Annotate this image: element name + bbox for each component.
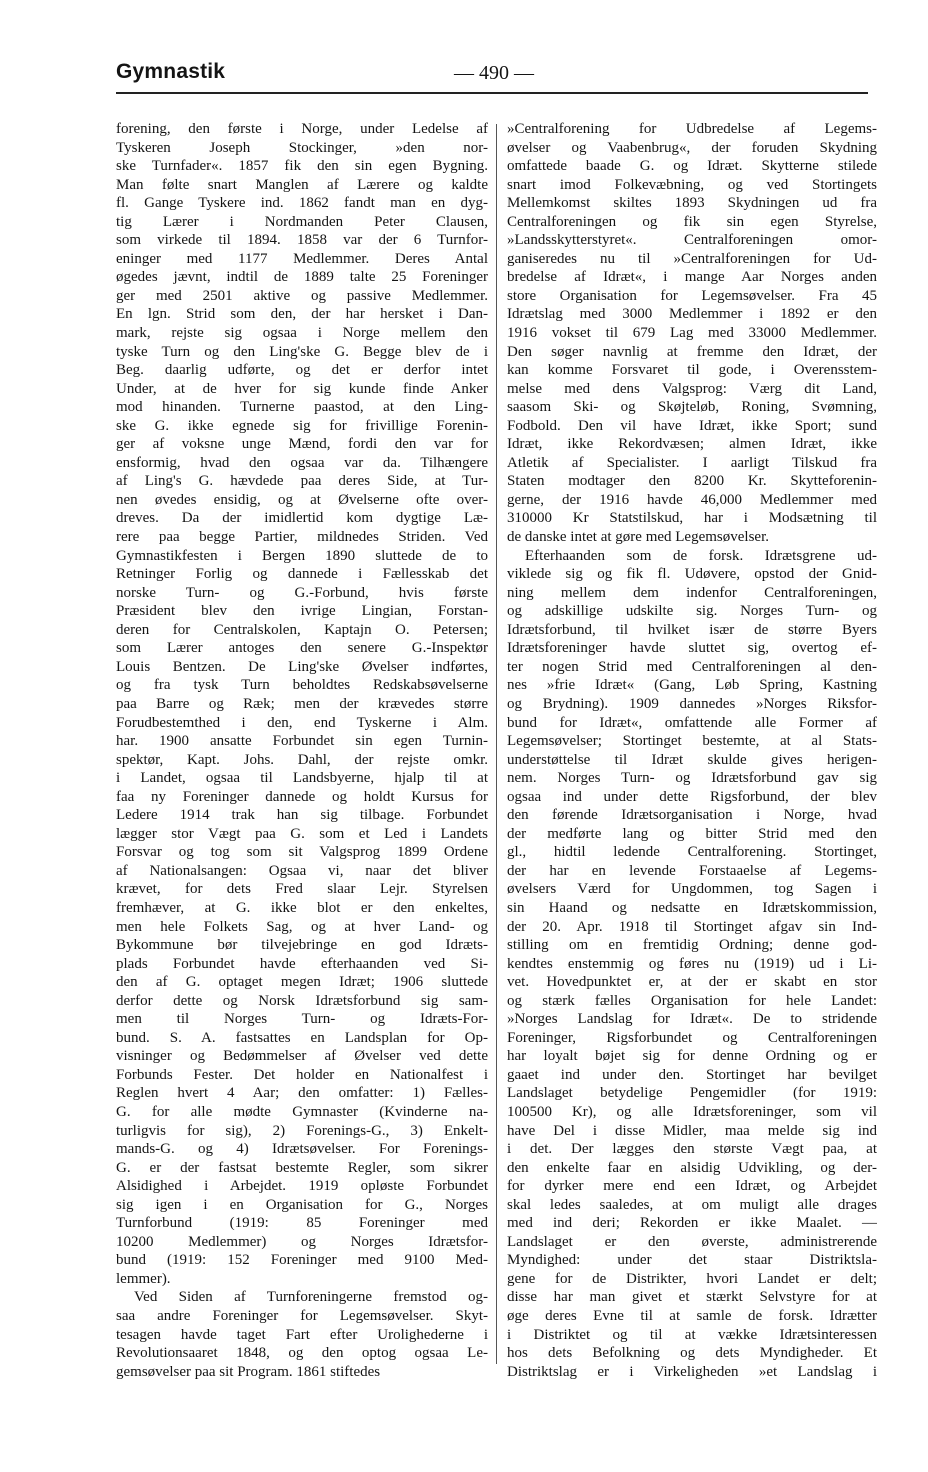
text-line: sin Haand og nedsatte en Idrætskommission, <box>507 899 877 916</box>
text-line: En lgn. Strid som den, der har hersket i Dan- <box>116 306 488 323</box>
text-line: derfor dette og Norsk Idrætsforbund sig sam- <box>116 992 488 1009</box>
text-line: 100500 Kr), og alle Idrætsforeninger, som vil <box>507 1103 877 1120</box>
text-line: faa ny Foreninger dannede og holdt Kursus for <box>116 788 488 805</box>
text-line: saa andre Foreninger for Legemsøvelser. Skyt- <box>116 1308 488 1324</box>
text-line: norske Turn- og G.-Forbund, hvis første <box>116 584 488 601</box>
text-line: store Organisation for Legemsøvelser. Fra 45 <box>507 287 877 304</box>
text-line: ning mellem dem indenfor Centralforeningen, <box>507 584 877 601</box>
text-line: nem. Norges Turn- og Idrætsforbund gav sig <box>507 770 877 787</box>
text-line: saasom Ski- og Skøjteløb, Roning, Svømning, <box>507 399 877 416</box>
text-line: mod hinanden. Turnerne paastod, at den Ling- <box>116 399 488 416</box>
text-line: turligvis for sig), 2) Forenings-G., 3) Enkelt- <box>116 1122 488 1139</box>
text-line: Distriktslag er i Virkeligheden »et Landslag i <box>507 1363 877 1380</box>
text-line: Atletik af Specialister. I aarligt Tilskud fra <box>507 454 877 471</box>
text-line: ger med 2501 aktive og passive Medlemmer. <box>116 287 488 304</box>
page-header <box>116 60 868 96</box>
text-line: men til Norges Turn- og Idræts-For- <box>116 1011 488 1028</box>
text-line: har. 1900 ansatte Forbundet sin egen Turnin- <box>116 733 488 750</box>
text-line: melse med dens Valgsprog: Værg dit Land, <box>507 380 877 397</box>
text-line: Fodbold. Den vil have Idræt, ikke Sport; sund <box>507 417 877 434</box>
text-line: Retninger Forlig og dannede i Fællesskab det <box>116 566 488 583</box>
header-rule <box>116 92 868 94</box>
running-head-title: Gymnastik <box>116 60 226 83</box>
text-line: ogsaa ind under dette Rigsforbund, der blev <box>507 788 877 805</box>
text-line: Centralforeningen og fik sin egen Styrelse, <box>507 213 877 230</box>
text-line: spektør, Kapt. Johs. Dahl, der rejste omkr. <box>116 751 488 768</box>
text-line: mands-G. og 4) Idrætsøvelser. For Forenings- <box>116 1141 488 1158</box>
column-divider <box>496 124 497 1364</box>
text-line: hos dets Befolkning og dets Myndigheder. Et <box>507 1345 877 1362</box>
text-line: »Centralforening for Udbredelse af Legems- <box>507 121 877 137</box>
text-line: og fra tysk Turn beholdtes Redskabsøvelserne <box>116 677 488 694</box>
text-line: ske Turnfader«. 1857 fik den sin egen Bygning. <box>116 158 488 175</box>
text-line: gene for de Distrikter, hvori Landet er delt; <box>507 1270 877 1287</box>
text-line: vet. Hovedpunktet er, at der er skabt en stor <box>507 974 877 991</box>
text-line: har loyalt bøjet sig for denne Ordning og er <box>507 1048 877 1065</box>
text-line: G. for alle mødte Gymnaster (Kvinderne na- <box>116 1103 488 1120</box>
text-line: mark, rejste sig ogsaa i Norge mellem den <box>116 325 488 342</box>
text-line: Gymnastikfesten i Bergen 1890 sluttede de to <box>116 547 488 564</box>
text-line: fremhæver, at G. ikke blot er den enkeltes, <box>116 899 488 916</box>
text-line: ensformig, hvad den ogsaa var da. Tilhængere <box>116 454 488 471</box>
text-line: Legemsøvelser; Stortinget bestemte, at al Stats- <box>507 733 877 750</box>
text-line: understøttelse til Idræt skulde gives herigen- <box>507 751 877 768</box>
text-line: bund for Idræt«, omfattende alle Former af <box>507 714 877 731</box>
text-line: Foreninger, Rigsforbundet og Centralforeningen <box>507 1029 877 1046</box>
text-line: men hele Folkets Sag, og at hver Land- og <box>116 918 488 935</box>
text-line: øge deres Evne til at samle de forsk. Idrætter <box>507 1308 877 1324</box>
text-line: omfattede baade G. og Idræt. Skytterne stilede <box>507 158 877 175</box>
text-line: i det. Der lægges den største Vægt paa, at <box>507 1141 877 1158</box>
text-line: ganiseredes nu til »Centralforeningen for Ud- <box>507 250 877 267</box>
text-line: Tyskeren Joseph Stockinger, »den nor- <box>116 139 488 156</box>
text-line: gerne, der 1916 havde 46,000 Medlemmer med <box>507 491 877 508</box>
text-line: og Brydning). 1909 dannedes »Norges Riksfor- <box>507 695 877 712</box>
text-line: den af G. optaget megen Idræt; 1906 sluttede <box>116 974 488 991</box>
text-line: krævet, for dets Fred slaar Lejr. Styrelsen <box>116 881 488 898</box>
text-line: som virkede til 1894. 1858 var der 6 Turnfor- <box>116 232 488 249</box>
text-line: Myndighed: under det staar Distriktsla- <box>507 1252 877 1269</box>
text-line: Forbunds Fester. Det holder en Nationalfest i <box>116 1066 488 1083</box>
text-line: Mellemkomst skiltes 1893 Skydningen ud fra <box>507 195 877 212</box>
text-line: stilling om en fremtidig Ordning; denne god- <box>507 937 877 954</box>
text-line: Alsidighed i Arbejdet. 1919 opløste Forbundet <box>116 1178 488 1195</box>
text-line: Beg. daarlig udførte, og det er derfor intet <box>116 362 488 379</box>
text-line: disse har man givet et stærkt Selvstyre for at <box>507 1289 877 1306</box>
text-line: Idrætslag med 3000 Medlemmer i 1892 er den <box>507 306 877 323</box>
text-line: paa Barre og Ræk; men der krævedes større <box>116 695 488 712</box>
text-line: og adskillige udskilte sig. Norges Turn- og <box>507 603 877 620</box>
text-line: der har en levende Forstaaelse af Legems- <box>507 862 877 879</box>
text-line: Bykommune bør tilvejebringe en god Idræts- <box>116 937 488 954</box>
text-line: Turnforbund (1919: 85 Foreninger med <box>116 1215 488 1232</box>
text-line: sig igen i en Organisation for G., Norges <box>116 1196 488 1213</box>
text-line: i Landet, ogsaa til Landsbyerne, hjalp til at <box>116 770 488 787</box>
text-line: øvelser og Vaabenbrug«, der foruden Skydning <box>507 139 877 156</box>
text-line: have Del i disse Midler, maa melde sig ind <box>507 1122 877 1139</box>
text-line: 10200 Medlemmer) og Norges Idrætsfor- <box>116 1233 488 1250</box>
text-line: der medførte lang og bitter Strid med den <box>507 825 877 842</box>
text-line: Forudbestemthed i den, end Tyskerne i Alm. <box>116 714 488 731</box>
text-line: Idrætsforeninger havde sluttet sig, overtog ef- <box>507 640 877 657</box>
text-line: i Distriktet og til at vække Idrætsinteressen <box>507 1326 877 1343</box>
text-line: tyske Turn og den Ling'ske G. Begge blev de i <box>116 343 488 360</box>
text-line: visninger og Bedømmelser af Øvelser ved dette <box>116 1048 488 1065</box>
text-line: og stærk fælles Organisation for hele Landet: <box>507 992 877 1009</box>
text-line: Idræt, ikke Rekordvæsen; almen Idræt, ikke <box>507 436 877 453</box>
text-line: »Norges Landslag for Idræt«. De to stridende <box>507 1011 877 1028</box>
text-line: bund (1919: 152 Foreninger med 9100 Med- <box>116 1252 488 1269</box>
text-line: Man følte snart Manglen af Lærere og kaldte <box>116 176 488 193</box>
text-line: Reglen hvert 4 Aar; den omfatter: 1) Fælles- <box>116 1085 488 1102</box>
text-line: Landslaget betydelige Pengemidler (for 1919: <box>507 1085 877 1102</box>
text-line: Landslaget er den øverste, administrerende <box>507 1233 877 1250</box>
text-line: tig Lærer i Nordmanden Peter Clausen, <box>116 213 488 230</box>
text-line: ske G. ikke egnede sig for frivillige Forenin- <box>116 417 488 434</box>
text-line: de danske intet at gøre med Legemsøvelser. <box>507 529 769 546</box>
right-text-column <box>507 120 877 1381</box>
text-line: Efterhaanden som de forsk. Idrætsgrene ud- <box>525 547 877 564</box>
text-line: skal ledes saaledes, at om muligt alle drages <box>507 1196 877 1213</box>
text-line: ter nogen Strid med Centralforeningen al den- <box>507 658 877 675</box>
text-line: G. er der fastsat bestemte Regler, som sikrer <box>116 1159 488 1176</box>
text-line: kan komme Forsvaret til gode, i Overensstem- <box>507 362 877 379</box>
text-line: kendtes enstemmig og føres nu (1919) ud i Li- <box>507 955 877 972</box>
text-line: dreves. Da der imidlertid kom dygtige Læ- <box>116 510 488 527</box>
page-number: — 490 — <box>454 62 534 84</box>
text-line: med ind deri; Rekorden er ikke Maalet. — <box>507 1215 877 1232</box>
text-line: Den søger navnlig at fremme den Idræt, der <box>507 343 877 360</box>
text-line: »Landsskytterstyret«. Centralforeningen omor- <box>507 232 877 249</box>
text-line: 1916 vokset til 679 Lag med 33000 Medlemmer. <box>507 325 877 342</box>
text-line: forening, den første i Norge, under Ledelse af <box>116 121 488 137</box>
text-line: som Lærer antoges den senere G.-Inspektør <box>116 640 488 657</box>
text-line: der 20. Apr. 1918 til Stortinget afgav sin Ind- <box>507 918 877 935</box>
text-line: for dyrker mere end een Idræt, og Arbejdet <box>507 1178 877 1195</box>
text-line: Staten modtager den 8200 Kr. Skytteforenin- <box>507 473 877 490</box>
text-line: deren for Centralskolen, Kaptajn O. Petersen; <box>116 621 488 638</box>
text-line: viklede sig og fik fl. Udøvere, opstod der Gnid- <box>507 566 877 583</box>
text-line: Under, at de hver for sig kunde finde Anker <box>116 380 488 397</box>
text-line: øvelsers Værd for Ungdommen, tog Sagen i <box>507 881 877 898</box>
text-line: fl. Gange Tyskere ind. 1862 fandt man en dyg- <box>116 195 488 212</box>
text-line: Revolutionsaaret 1848, og den optog ogsaa Le- <box>116 1345 488 1362</box>
text-line: lægger stor Vægt paa G. som et Led i Landets <box>116 825 488 842</box>
text-line: af Nationalsangen: Ogsaa vi, naar det bliver <box>116 862 488 879</box>
text-line: øgedes jævnt, indtil de 1889 talte 25 Foreninger <box>116 269 488 286</box>
text-line: gemsøvelser paa sit Program. 1861 stiftedes <box>116 1363 381 1380</box>
text-line: lemmer). <box>116 1270 171 1287</box>
text-line: bredelse af Idræt«, i mange Aar Norges anden <box>507 269 877 286</box>
text-line: Idrætsforbund, til hvilket især de større Byers <box>507 621 877 638</box>
text-line: Forsvar og tog som sit Valgsprog 1899 Ordene <box>116 844 488 861</box>
text-line: Ved Siden af Turnforeningerne fremstod og- <box>134 1289 488 1306</box>
text-line: bund. S. A. fastsattes en Landsplan for Op- <box>116 1029 488 1046</box>
text-line: den enkelte faar en alsidig Udvikling, og der- <box>507 1159 877 1176</box>
text-line: nes »frie Idræt« (Gang, Løb Spring, Kastning <box>507 677 877 694</box>
text-line: eninger med 1177 Medlemmer. Deres Antal <box>116 250 488 267</box>
text-line: Præsident blev den ivrige Lingian, Forstan- <box>116 603 488 620</box>
text-line: tesagen havde taget Fart efter Urolighederne i <box>116 1326 488 1343</box>
text-line: 310000 Kr Statstilskud, har i Modsætning til <box>507 510 877 527</box>
text-line: plads Forbundet havde efterhaanden ved Si- <box>116 955 488 972</box>
text-line: ger af voksne unge Mænd, fordi den var for <box>116 436 488 453</box>
text-line: Ledere 1914 trak han sig tilbage. Forbundet <box>116 807 488 824</box>
left-text-column <box>116 120 488 1381</box>
text-line: gl., hidtil ledende Centralforening. Stortinget, <box>507 844 877 861</box>
text-line: gaaet ind under den. Stortinget har bevilget <box>507 1066 877 1083</box>
text-line: nen øvedes ensidig, og at Øvelserne ofte over- <box>116 491 488 508</box>
text-line: snart imod Folkevæbning, og ved Stortingets <box>507 176 877 193</box>
text-line: Louis Bentzen. De Ling'ske Øvelser indførtes, <box>116 658 488 675</box>
text-line: af Ling's G. hævdede paa deres Side, at Tur- <box>116 473 488 490</box>
text-line: den førende Idrætsorganisation i Norge, hvad <box>507 807 877 824</box>
text-line: rere paa begge Partier, mildnedes Striden. Ved <box>116 529 488 546</box>
